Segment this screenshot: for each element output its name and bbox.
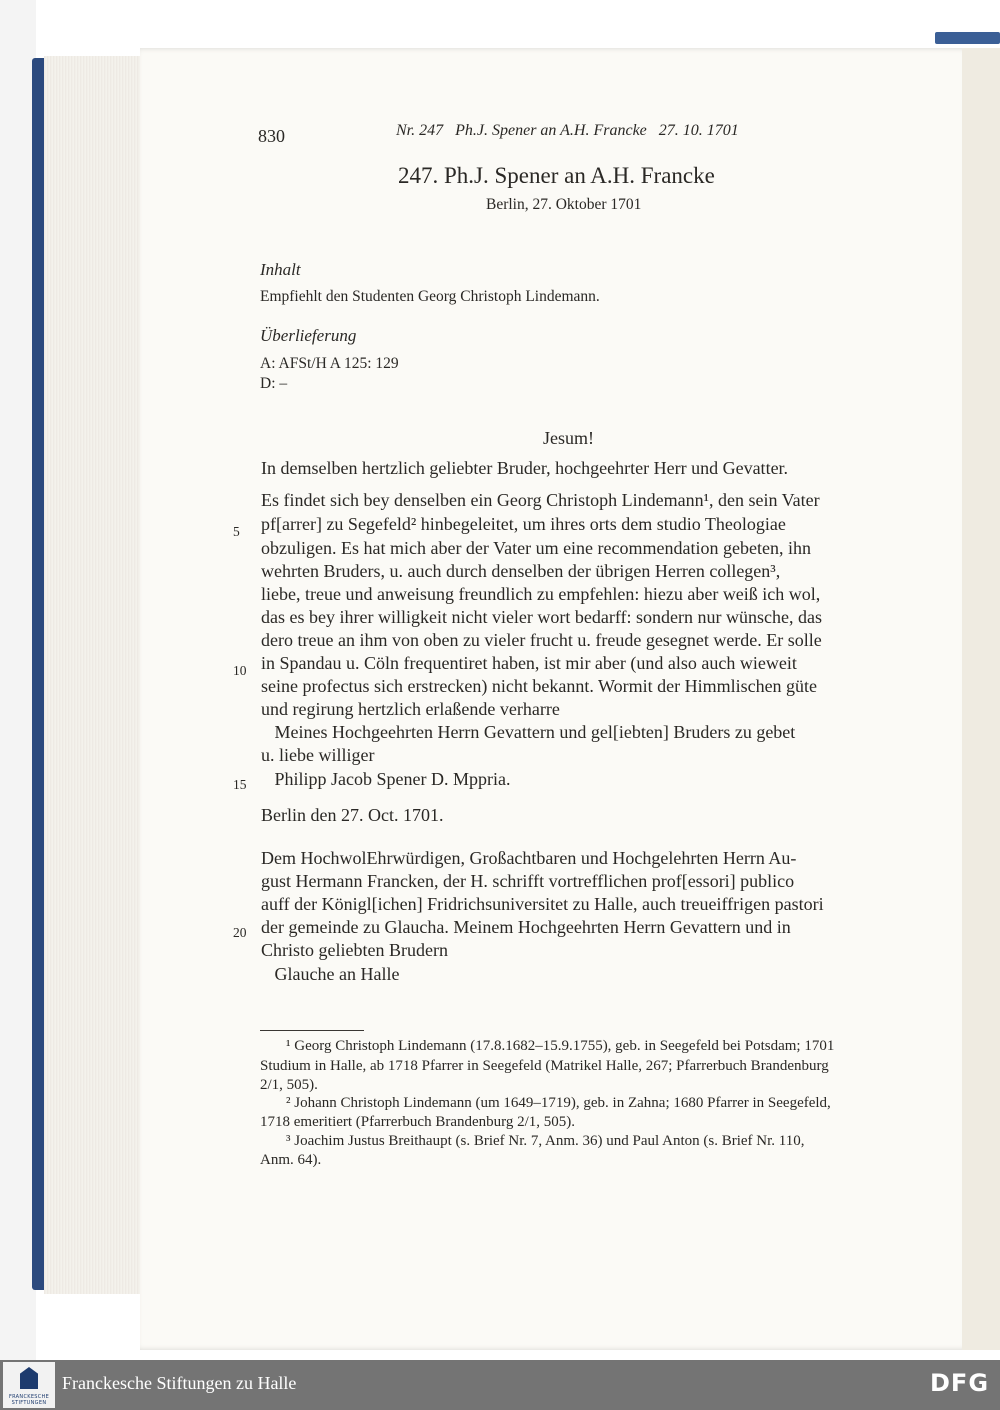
body-line: Es findet sich bey denselben ein Georg Christoph Lindemann¹, den sein Vater	[261, 490, 820, 510]
body-line: in Spandau u. Cöln frequentiret haben, ist mir aber (und also auch wieweit	[261, 653, 797, 673]
date-line: Berlin den 27. Oct. 1701.	[261, 805, 444, 825]
inhalt-heading: Inhalt	[260, 260, 301, 279]
opening-line: In demselben hertzlich geliebter Bruder, hochgeehrter Herr und Gevatter.	[261, 458, 789, 478]
address-line: auff der Königl[ichen] Fridrichsuniversitet zu Halle, auch treueiffrigen pastori	[261, 894, 824, 914]
footnote-line: 2/1, 505).	[260, 1077, 318, 1093]
footnote-line: ¹ Georg Christoph Lindemann (17.8.1682–15.9.1755), geb. in Seegefeld bei Potsdam; 1701	[286, 1038, 835, 1054]
logo-caption: FRANCKESCHE STIFTUNGEN	[8, 1394, 50, 1406]
ueberlieferung-line: D: –	[260, 375, 288, 392]
body-line: liebe, treue und anweisung freundlich zu empfehlen: hiezu aber weiß ich wol,	[261, 584, 821, 604]
body-line: u. liebe williger	[261, 745, 375, 765]
ueberlieferung-heading: Überlieferung	[260, 326, 357, 345]
line-number: 20	[233, 925, 247, 940]
body-line: obzuligen. Es hat mich aber der Vater um eine recommendation gebeten, ihn	[261, 538, 811, 558]
page-fold	[962, 48, 1000, 1350]
line-number: 10	[233, 663, 247, 678]
book-cover-corner	[935, 32, 1000, 44]
address-line: Christo geliebten Brudern	[261, 940, 448, 960]
body-line: das es bey ihrer willigkeit nicht vieler wort bedarff: sondern nur wünsche, das	[261, 607, 823, 627]
body-line: Meines Hochgeehrten Herrn Gevattern und gel[iebten] Bruders zu gebet	[261, 722, 796, 742]
body-line: seine profectus sich erstrecken) nicht bekannt. Wormit der Himmlischen güte	[261, 676, 818, 696]
footnote-line: Studium in Halle, ab 1718 Pfarrer in Seegefeld (Matrikel Halle, 267; Pfarrerbuch Brandenburg	[260, 1058, 829, 1074]
inhalt-text: Empfiehlt den Studenten Georg Christoph Lindemann.	[260, 288, 600, 305]
footnote-line: ³ Joachim Justus Breithaupt (s. Brief Nr. 7, Anm. 36) und Paul Anton (s. Brief Nr. 110,	[286, 1133, 805, 1149]
body-line: wehrten Bruders, u. auch durch denselben der übrigen Herren collegen³,	[261, 561, 781, 581]
page-edges	[44, 56, 144, 1294]
line-number: 15	[233, 777, 247, 792]
ueberlieferung-line: A: AFSt/H A 125: 129	[260, 355, 399, 372]
letter-title: 247. Ph.J. Spener an A.H. Francke	[398, 163, 715, 188]
institution-name[interactable]: Franckesche Stiftungen zu Halle	[62, 1373, 297, 1393]
footnote-line: ² Johann Christoph Lindemann (um 1649–1719), geb. in Zahna; 1680 Pfarrer in Seegefeld,	[286, 1095, 831, 1111]
letter-place-date: Berlin, 27. Oktober 1701	[486, 196, 642, 213]
body-line: pf[arrer] zu Segefeld² hinbegeleitet, um ihres orts dem studio Theologiae	[261, 514, 786, 534]
page-number: 830	[258, 126, 285, 146]
running-title: Nr. 247 Ph.J. Spener an A.H. Francke 27. 10. 1701	[396, 122, 739, 139]
body-line: dero treue an ihm von oben zu vieler frucht u. freude gesegnet werde. Er solle	[261, 630, 822, 650]
address-line: der gemeinde zu Glaucha. Meinem Hochgeehrten Herrn Gevattern und in	[261, 917, 791, 937]
address-line: gust Hermann Francken, der H. schrifft vortrefflichen prof[essori] publico	[261, 871, 795, 891]
address-line: Glauche an Halle	[261, 964, 400, 984]
line-number: 5	[233, 524, 240, 539]
signature-line: Philipp Jacob Spener D. Mppria.	[261, 769, 511, 789]
background-left	[0, 0, 36, 1360]
footnote-rule	[260, 1030, 364, 1031]
footnote-line: 1718 emeritiert (Pfarrerbuch Brandenburg 2/1, 505).	[260, 1114, 576, 1130]
salutation: Jesum!	[543, 428, 594, 448]
body-line: und regirung hertzlich erlaßende verharre	[261, 699, 560, 719]
address-line: Dem HochwolEhrwürdigen, Großachtbaren und Hochgelehrten Herrn Au-	[261, 848, 797, 868]
footnote-line: Anm. 64).	[260, 1152, 322, 1168]
dfg-logo[interactable]: DFG	[930, 1369, 990, 1397]
